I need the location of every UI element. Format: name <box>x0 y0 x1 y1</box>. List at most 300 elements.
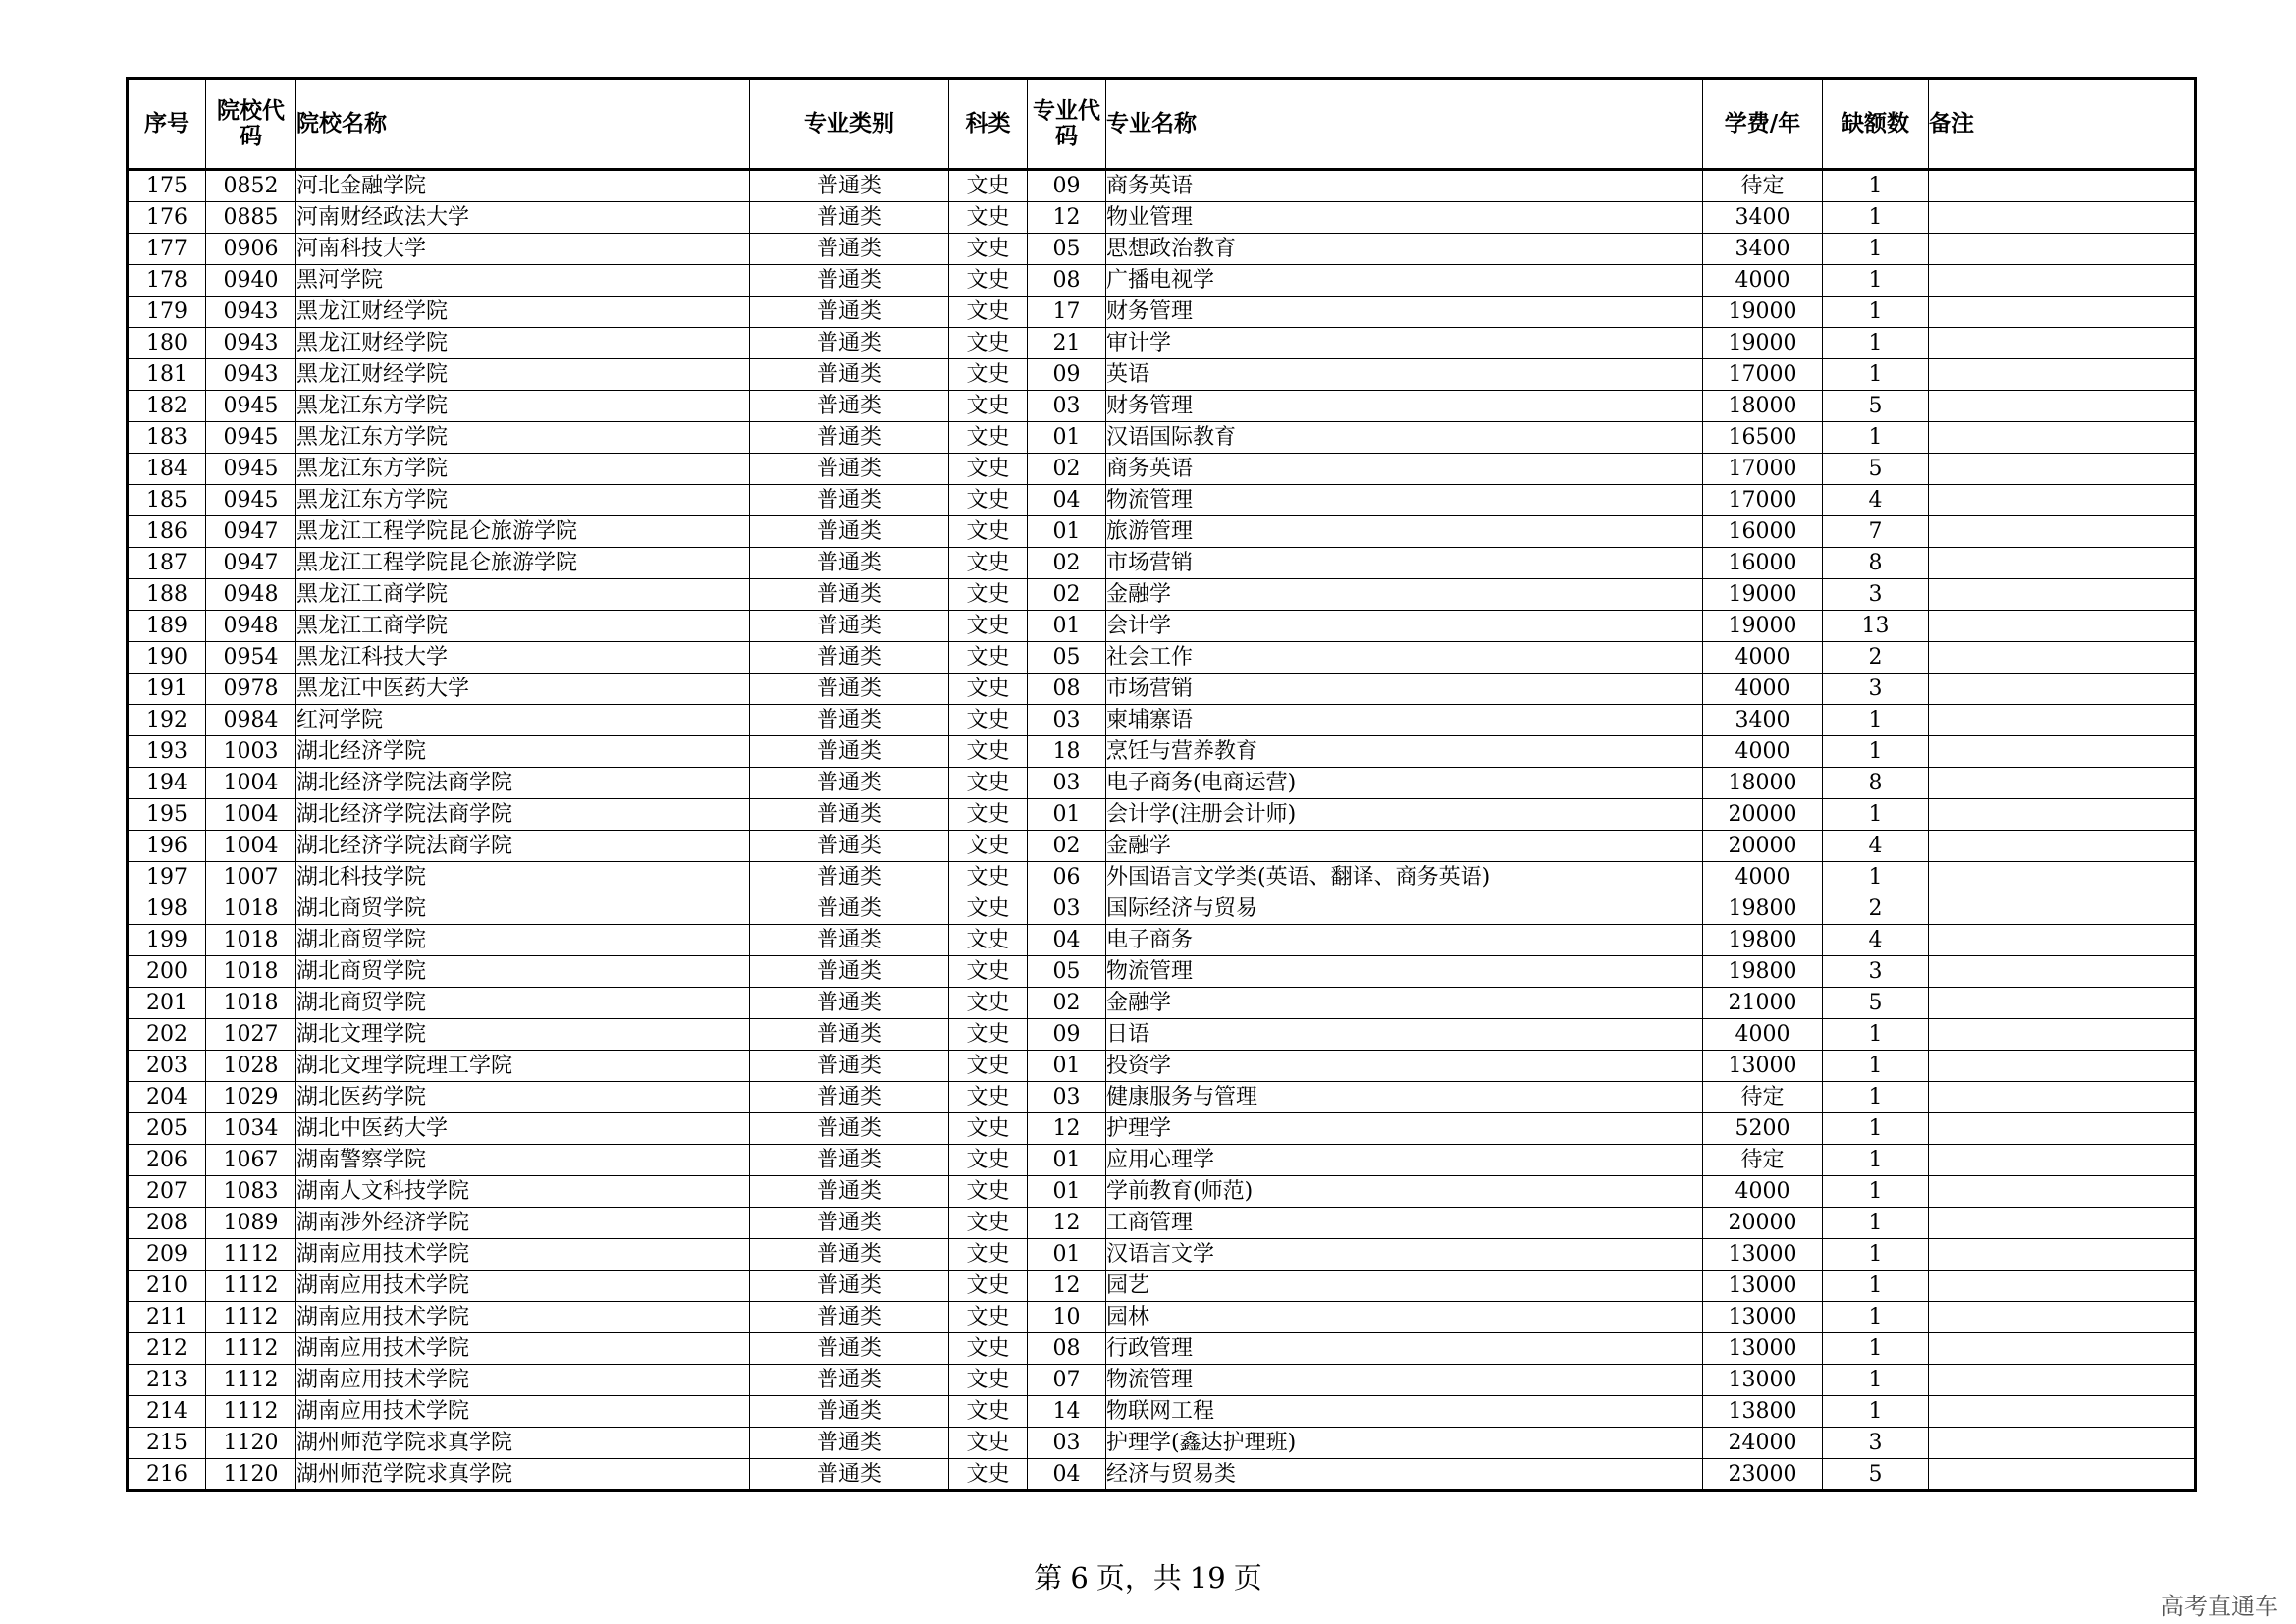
table-row <box>128 548 2196 579</box>
cell-major-name: 物流管理 <box>1106 485 1703 516</box>
cell-subject-type: 文史 <box>949 297 1028 328</box>
cell-tuition: 19800 <box>1703 925 1823 956</box>
cell-major-code: 21 <box>1028 328 1106 359</box>
cell-tuition: 23000 <box>1703 1459 1823 1491</box>
cell-major-code: 03 <box>1028 893 1106 925</box>
cell-school-code: 1004 <box>206 799 296 831</box>
cell-tuition: 待定 <box>1703 1145 1823 1176</box>
cell-remarks <box>1929 1176 2196 1208</box>
table-row <box>128 1396 2196 1428</box>
cell-tuition: 3400 <box>1703 202 1823 234</box>
cell-school-code: 0943 <box>206 359 296 391</box>
cell-seq: 192 <box>128 705 206 736</box>
cell-tuition: 13000 <box>1703 1051 1823 1082</box>
cell-major-name: 市场营销 <box>1106 674 1703 705</box>
footer-page-number: 6 <box>1070 1561 1089 1595</box>
cell-school-name: 湖南警察学院 <box>296 1145 750 1176</box>
cell-seq: 200 <box>128 956 206 988</box>
cell-major-category: 普通类 <box>750 736 949 768</box>
table-row <box>128 391 2196 422</box>
cell-vacancies: 4 <box>1823 925 1929 956</box>
cell-school-code: 1112 <box>206 1239 296 1271</box>
cell-school-name: 湖南应用技术学院 <box>296 1365 750 1396</box>
table-row <box>128 642 2196 674</box>
cell-vacancies: 1 <box>1823 328 1929 359</box>
cell-vacancies: 1 <box>1823 1113 1929 1145</box>
cell-subject-type: 文史 <box>949 611 1028 642</box>
cell-vacancies: 1 <box>1823 1396 1929 1428</box>
cell-seq: 214 <box>128 1396 206 1428</box>
cell-major-code: 08 <box>1028 674 1106 705</box>
cell-major-name: 物业管理 <box>1106 202 1703 234</box>
cell-seq: 204 <box>128 1082 206 1113</box>
header-major-category: 专业类别 <box>750 79 949 170</box>
cell-school-name: 黑龙江科技大学 <box>296 642 750 674</box>
cell-tuition: 19800 <box>1703 893 1823 925</box>
header-remarks: 备注 <box>1929 79 2196 170</box>
cell-major-category: 普通类 <box>750 359 949 391</box>
cell-school-code: 1112 <box>206 1302 296 1333</box>
cell-tuition: 20000 <box>1703 1208 1823 1239</box>
cell-subject-type: 文史 <box>949 1019 1028 1051</box>
cell-school-code: 0984 <box>206 705 296 736</box>
table-row <box>128 234 2196 265</box>
cell-major-category: 普通类 <box>750 1428 949 1459</box>
cell-major-code: 01 <box>1028 1051 1106 1082</box>
table-row <box>128 1208 2196 1239</box>
cell-remarks <box>1929 1145 2196 1176</box>
cell-major-name: 思想政治教育 <box>1106 234 1703 265</box>
cell-seq: 196 <box>128 831 206 862</box>
cell-major-name: 会计学(注册会计师) <box>1106 799 1703 831</box>
cell-vacancies: 2 <box>1823 642 1929 674</box>
cell-major-code: 01 <box>1028 611 1106 642</box>
cell-remarks <box>1929 925 2196 956</box>
cell-school-code: 0885 <box>206 202 296 234</box>
cell-vacancies: 1 <box>1823 705 1929 736</box>
cell-remarks <box>1929 1082 2196 1113</box>
table-row <box>128 1271 2196 1302</box>
cell-seq: 188 <box>128 579 206 611</box>
cell-school-code: 0948 <box>206 579 296 611</box>
cell-remarks <box>1929 1365 2196 1396</box>
cell-remarks <box>1929 548 2196 579</box>
header-major-code: 专业代码 <box>1028 79 1106 170</box>
cell-vacancies: 1 <box>1823 1271 1929 1302</box>
table-row <box>128 768 2196 799</box>
cell-school-name: 黑龙江东方学院 <box>296 422 750 454</box>
cell-major-category: 普通类 <box>750 674 949 705</box>
cell-school-code: 1112 <box>206 1271 296 1302</box>
cell-seq: 194 <box>128 768 206 799</box>
cell-seq: 181 <box>128 359 206 391</box>
cell-school-name: 河北金融学院 <box>296 170 750 202</box>
cell-seq: 180 <box>128 328 206 359</box>
cell-subject-type: 文史 <box>949 391 1028 422</box>
cell-major-category: 普通类 <box>750 328 949 359</box>
cell-major-category: 普通类 <box>750 1082 949 1113</box>
cell-school-name: 湖北商贸学院 <box>296 925 750 956</box>
cell-remarks <box>1929 391 2196 422</box>
cell-major-code: 03 <box>1028 705 1106 736</box>
cell-subject-type: 文史 <box>949 234 1028 265</box>
cell-subject-type: 文史 <box>949 893 1028 925</box>
cell-subject-type: 文史 <box>949 799 1028 831</box>
cell-major-name: 烹饪与营养教育 <box>1106 736 1703 768</box>
cell-remarks <box>1929 265 2196 297</box>
cell-major-code: 02 <box>1028 988 1106 1019</box>
cell-vacancies: 5 <box>1823 391 1929 422</box>
table-row <box>128 1145 2196 1176</box>
cell-subject-type: 文史 <box>949 1333 1028 1365</box>
cell-vacancies: 1 <box>1823 862 1929 893</box>
cell-remarks <box>1929 1208 2196 1239</box>
cell-major-name: 物联网工程 <box>1106 1396 1703 1428</box>
cell-school-name: 河南科技大学 <box>296 234 750 265</box>
cell-school-name: 湖南应用技术学院 <box>296 1239 750 1271</box>
cell-seq: 183 <box>128 422 206 454</box>
cell-subject-type: 文史 <box>949 1459 1028 1491</box>
cell-major-code: 03 <box>1028 391 1106 422</box>
cell-subject-type: 文史 <box>949 1365 1028 1396</box>
cell-seq: 203 <box>128 1051 206 1082</box>
cell-school-code: 1083 <box>206 1176 296 1208</box>
cell-tuition: 13000 <box>1703 1365 1823 1396</box>
cell-major-name: 金融学 <box>1106 831 1703 862</box>
cell-major-name: 旅游管理 <box>1106 516 1703 548</box>
cell-major-code: 12 <box>1028 1208 1106 1239</box>
cell-school-code: 0948 <box>206 611 296 642</box>
cell-remarks <box>1929 202 2196 234</box>
cell-school-code: 1007 <box>206 862 296 893</box>
cell-major-name: 汉语国际教育 <box>1106 422 1703 454</box>
footer-prefix: 第 <box>1034 1561 1063 1595</box>
cell-major-code: 09 <box>1028 359 1106 391</box>
cell-major-category: 普通类 <box>750 956 949 988</box>
cell-major-category: 普通类 <box>750 1145 949 1176</box>
cell-major-code: 04 <box>1028 1459 1106 1491</box>
cell-subject-type: 文史 <box>949 705 1028 736</box>
cell-tuition: 18000 <box>1703 391 1823 422</box>
cell-major-category: 普通类 <box>750 1176 949 1208</box>
cell-vacancies: 1 <box>1823 1145 1929 1176</box>
table-row <box>128 328 2196 359</box>
cell-major-name: 护理学 <box>1106 1113 1703 1145</box>
cell-school-name: 黑龙江中医药大学 <box>296 674 750 705</box>
cell-subject-type: 文史 <box>949 579 1028 611</box>
header-tuition: 学费/年 <box>1703 79 1823 170</box>
cell-subject-type: 文史 <box>949 1271 1028 1302</box>
cell-school-code: 1018 <box>206 988 296 1019</box>
cell-tuition: 13000 <box>1703 1333 1823 1365</box>
cell-major-code: 09 <box>1028 170 1106 202</box>
cell-subject-type: 文史 <box>949 422 1028 454</box>
cell-seq: 195 <box>128 799 206 831</box>
cell-tuition: 4000 <box>1703 1176 1823 1208</box>
table-row <box>128 1176 2196 1208</box>
cell-remarks <box>1929 611 2196 642</box>
cell-school-name: 黑龙江财经学院 <box>296 297 750 328</box>
cell-subject-type: 文史 <box>949 831 1028 862</box>
cell-vacancies: 5 <box>1823 988 1929 1019</box>
cell-tuition: 16000 <box>1703 548 1823 579</box>
cell-major-category: 普通类 <box>750 1333 949 1365</box>
cell-tuition: 17000 <box>1703 454 1823 485</box>
cell-school-code: 0945 <box>206 391 296 422</box>
cell-remarks <box>1929 170 2196 202</box>
cell-major-name: 外国语言文学类(英语、翻译、商务英语) <box>1106 862 1703 893</box>
cell-seq: 176 <box>128 202 206 234</box>
cell-school-name: 黑龙江工程学院昆仑旅游学院 <box>296 516 750 548</box>
table-row <box>128 1302 2196 1333</box>
cell-tuition: 4000 <box>1703 265 1823 297</box>
cell-school-code: 1067 <box>206 1145 296 1176</box>
cell-major-category: 普通类 <box>750 831 949 862</box>
cell-major-name: 日语 <box>1106 1019 1703 1051</box>
cell-seq: 175 <box>128 170 206 202</box>
cell-school-code: 0978 <box>206 674 296 705</box>
table-row <box>128 422 2196 454</box>
cell-major-category: 普通类 <box>750 548 949 579</box>
cell-subject-type: 文史 <box>949 170 1028 202</box>
cell-school-name: 湖北经济学院法商学院 <box>296 768 750 799</box>
cell-vacancies: 1 <box>1823 1239 1929 1271</box>
cell-school-name: 湖州师范学院求真学院 <box>296 1459 750 1491</box>
cell-major-category: 普通类 <box>750 391 949 422</box>
cell-vacancies: 4 <box>1823 485 1929 516</box>
cell-school-name: 湖北商贸学院 <box>296 988 750 1019</box>
table-row <box>128 1051 2196 1082</box>
cell-vacancies: 1 <box>1823 1365 1929 1396</box>
cell-vacancies: 1 <box>1823 736 1929 768</box>
cell-major-category: 普通类 <box>750 485 949 516</box>
table-row <box>128 1113 2196 1145</box>
cell-major-category: 普通类 <box>750 988 949 1019</box>
cell-seq: 178 <box>128 265 206 297</box>
cell-major-code: 14 <box>1028 1396 1106 1428</box>
cell-school-code: 0945 <box>206 454 296 485</box>
cell-remarks <box>1929 485 2196 516</box>
cell-seq: 210 <box>128 1271 206 1302</box>
cell-major-name: 物流管理 <box>1106 1365 1703 1396</box>
table-header-row <box>128 79 2196 170</box>
cell-major-name: 行政管理 <box>1106 1333 1703 1365</box>
cell-tuition: 20000 <box>1703 799 1823 831</box>
cell-remarks <box>1929 893 2196 925</box>
cell-major-code: 12 <box>1028 1271 1106 1302</box>
cell-school-code: 1112 <box>206 1365 296 1396</box>
cell-tuition: 24000 <box>1703 1428 1823 1459</box>
cell-vacancies: 1 <box>1823 1176 1929 1208</box>
cell-subject-type: 文史 <box>949 359 1028 391</box>
table-row <box>128 862 2196 893</box>
cell-vacancies: 1 <box>1823 297 1929 328</box>
cell-major-code: 18 <box>1028 736 1106 768</box>
cell-school-name: 河南财经政法大学 <box>296 202 750 234</box>
cell-major-name: 商务英语 <box>1106 170 1703 202</box>
cell-seq: 179 <box>128 297 206 328</box>
cell-major-category: 普通类 <box>750 642 949 674</box>
cell-seq: 189 <box>128 611 206 642</box>
cell-subject-type: 文史 <box>949 516 1028 548</box>
cell-major-name: 国际经济与贸易 <box>1106 893 1703 925</box>
cell-major-category: 普通类 <box>750 799 949 831</box>
table-row <box>128 674 2196 705</box>
cell-school-name: 黑龙江东方学院 <box>296 485 750 516</box>
cell-remarks <box>1929 1019 2196 1051</box>
cell-seq: 211 <box>128 1302 206 1333</box>
cell-subject-type: 文史 <box>949 736 1028 768</box>
cell-major-code: 01 <box>1028 516 1106 548</box>
cell-school-name: 红河学院 <box>296 705 750 736</box>
table-row <box>128 831 2196 862</box>
cell-major-code: 05 <box>1028 956 1106 988</box>
cell-school-name: 黑龙江工商学院 <box>296 579 750 611</box>
cell-remarks <box>1929 1051 2196 1082</box>
cell-remarks <box>1929 1333 2196 1365</box>
cell-major-category: 普通类 <box>750 862 949 893</box>
cell-school-code: 1003 <box>206 736 296 768</box>
header-school-name: 院校名称 <box>296 79 750 170</box>
cell-major-code: 07 <box>1028 1365 1106 1396</box>
cell-major-name: 工商管理 <box>1106 1208 1703 1239</box>
cell-school-code: 0954 <box>206 642 296 674</box>
cell-remarks <box>1929 831 2196 862</box>
cell-school-name: 黑河学院 <box>296 265 750 297</box>
cell-major-category: 普通类 <box>750 1019 949 1051</box>
cell-tuition: 16500 <box>1703 422 1823 454</box>
cell-remarks <box>1929 705 2196 736</box>
footer-total-pages: 19 <box>1189 1561 1226 1595</box>
cell-major-code: 17 <box>1028 297 1106 328</box>
cell-remarks <box>1929 422 2196 454</box>
cell-major-category: 普通类 <box>750 925 949 956</box>
cell-subject-type: 文史 <box>949 768 1028 799</box>
cell-vacancies: 7 <box>1823 516 1929 548</box>
cell-subject-type: 文史 <box>949 1082 1028 1113</box>
cell-major-code: 02 <box>1028 579 1106 611</box>
cell-school-code: 1027 <box>206 1019 296 1051</box>
cell-tuition: 4000 <box>1703 674 1823 705</box>
cell-major-code: 01 <box>1028 1176 1106 1208</box>
cell-vacancies: 1 <box>1823 170 1929 202</box>
cell-seq: 182 <box>128 391 206 422</box>
cell-vacancies: 5 <box>1823 454 1929 485</box>
cell-school-code: 0947 <box>206 516 296 548</box>
cell-major-code: 02 <box>1028 831 1106 862</box>
cell-tuition: 13000 <box>1703 1302 1823 1333</box>
cell-school-code: 1028 <box>206 1051 296 1082</box>
cell-tuition: 16000 <box>1703 516 1823 548</box>
admission-table <box>126 77 2197 1492</box>
cell-major-name: 健康服务与管理 <box>1106 1082 1703 1113</box>
footer-middle: 页，共 <box>1095 1561 1182 1595</box>
cell-seq: 177 <box>128 234 206 265</box>
cell-school-code: 1120 <box>206 1459 296 1491</box>
cell-major-name: 财务管理 <box>1106 297 1703 328</box>
cell-major-code: 12 <box>1028 1113 1106 1145</box>
cell-school-name: 湖北经济学院法商学院 <box>296 799 750 831</box>
cell-vacancies: 1 <box>1823 1051 1929 1082</box>
cell-remarks <box>1929 328 2196 359</box>
cell-major-category: 普通类 <box>750 1302 949 1333</box>
cell-tuition: 17000 <box>1703 359 1823 391</box>
cell-school-name: 黑龙江东方学院 <box>296 391 750 422</box>
cell-seq: 208 <box>128 1208 206 1239</box>
header-seq: 序号 <box>128 79 206 170</box>
cell-school-code: 1089 <box>206 1208 296 1239</box>
cell-tuition: 18000 <box>1703 768 1823 799</box>
cell-remarks <box>1929 799 2196 831</box>
cell-subject-type: 文史 <box>949 1428 1028 1459</box>
cell-subject-type: 文史 <box>949 925 1028 956</box>
cell-remarks <box>1929 1428 2196 1459</box>
cell-major-name: 审计学 <box>1106 328 1703 359</box>
table-row <box>128 454 2196 485</box>
table-row <box>128 611 2196 642</box>
cell-school-code: 1004 <box>206 831 296 862</box>
header-school-code: 院校代码 <box>206 79 296 170</box>
cell-vacancies: 13 <box>1823 611 1929 642</box>
cell-subject-type: 文史 <box>949 1113 1028 1145</box>
table-row <box>128 893 2196 925</box>
header-subject-type: 科类 <box>949 79 1028 170</box>
cell-major-name: 财务管理 <box>1106 391 1703 422</box>
cell-school-code: 1112 <box>206 1333 296 1365</box>
cell-remarks <box>1929 297 2196 328</box>
cell-major-code: 03 <box>1028 768 1106 799</box>
table-row <box>128 579 2196 611</box>
header-major-name: 专业名称 <box>1106 79 1703 170</box>
cell-school-code: 0852 <box>206 170 296 202</box>
cell-subject-type: 文史 <box>949 328 1028 359</box>
cell-remarks <box>1929 579 2196 611</box>
cell-tuition: 4000 <box>1703 862 1823 893</box>
cell-tuition: 3400 <box>1703 234 1823 265</box>
table-row <box>128 736 2196 768</box>
cell-subject-type: 文史 <box>949 1302 1028 1333</box>
cell-school-code: 1112 <box>206 1396 296 1428</box>
table-row <box>128 202 2196 234</box>
cell-major-name: 学前教育(师范) <box>1106 1176 1703 1208</box>
cell-major-name: 电子商务(电商运营) <box>1106 768 1703 799</box>
cell-school-code: 1018 <box>206 893 296 925</box>
cell-major-category: 普通类 <box>750 1208 949 1239</box>
cell-school-name: 湖北科技学院 <box>296 862 750 893</box>
cell-seq: 212 <box>128 1333 206 1365</box>
cell-major-name: 物流管理 <box>1106 956 1703 988</box>
cell-major-name: 园林 <box>1106 1302 1703 1333</box>
cell-seq: 199 <box>128 925 206 956</box>
cell-vacancies: 3 <box>1823 579 1929 611</box>
cell-school-name: 黑龙江财经学院 <box>296 359 750 391</box>
cell-tuition: 4000 <box>1703 736 1823 768</box>
cell-major-name: 园艺 <box>1106 1271 1703 1302</box>
cell-major-code: 04 <box>1028 925 1106 956</box>
cell-major-category: 普通类 <box>750 579 949 611</box>
table-row <box>128 170 2196 202</box>
cell-major-code: 08 <box>1028 265 1106 297</box>
cell-school-name: 湖南应用技术学院 <box>296 1333 750 1365</box>
cell-major-code: 01 <box>1028 422 1106 454</box>
cell-school-code: 1004 <box>206 768 296 799</box>
cell-vacancies: 1 <box>1823 799 1929 831</box>
cell-major-category: 普通类 <box>750 1271 949 1302</box>
cell-school-code: 1029 <box>206 1082 296 1113</box>
cell-major-name: 市场营销 <box>1106 548 1703 579</box>
cell-seq: 201 <box>128 988 206 1019</box>
cell-major-name: 汉语言文学 <box>1106 1239 1703 1271</box>
